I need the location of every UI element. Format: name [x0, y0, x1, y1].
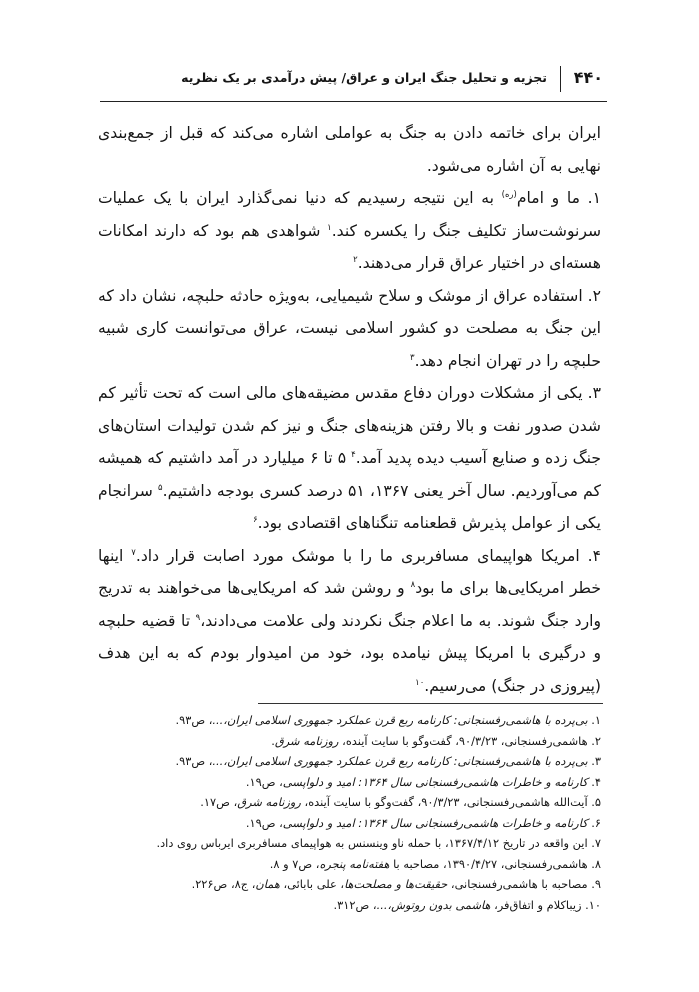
footnote-text: هاشمی‌رفسنجانی، ۱۳۹۰/۴/۲۷، مصاحبه با [389, 856, 588, 871]
footnote-ref[interactable]: ۷ [131, 547, 136, 558]
footnote-number: ۴. [587, 774, 601, 789]
footnote-number: ۱. [587, 713, 601, 727]
footnote-item [98, 751, 601, 772]
paragraph-text: ۲. استفاده عراق از موشک و سلاح شیمیایی، به‌ویژه حادثه حلبچه، نشان داد که این جنگ به مصلحت دو کشور اسلامی نیست، عراق می‌توانست کاری شبیه حلبچه را در تهران انجام دهد. [98, 286, 601, 370]
paragraph-text: به این نتیجه رسیدیم که دنیا نمی‌گذارد ایران با یک عملیات سرنوشت‌ساز تکلیف جنگ را یکسره کند. [98, 189, 602, 240]
paragraph-3 [98, 377, 601, 540]
paragraph-text: ایران برای خاتمه دادن به جنگ به عواملی اشاره می‌کند که قبل از جمع‌بندی نهایی به آن اشاره می‌شود. [98, 124, 601, 175]
header-divider [560, 66, 561, 92]
footnote-number: ۷. [587, 836, 601, 850]
paragraph-intro [98, 117, 601, 182]
footnote-item [98, 895, 601, 916]
footnote-ref[interactable]: ۹ [195, 612, 201, 623]
source-title: همان [255, 877, 280, 891]
footnote-text: ، ج۸، ص۲۲۶. [191, 877, 256, 891]
footnote-text: ، ص۹۳. [175, 754, 213, 768]
paragraph-text: سرانجام یکی از عوامل پذیرش قطعنامه تنگناهای اقتصادی بود. [98, 481, 601, 532]
footnote-ref[interactable]: ۲ [353, 254, 358, 265]
footnote-item [98, 833, 601, 854]
main-text [98, 117, 601, 702]
footnote-item [98, 813, 601, 834]
paragraph-text: ۴. امریکا هواپیمای مسافربری ما را با موشک مورد اصابت قرار داد. [135, 546, 601, 565]
header-rule [100, 101, 607, 102]
footnote-number: ۸. [587, 856, 601, 871]
paragraph-text: ۳. یکی از مشکلات دوران دفاع مقدس مضیقه‌های مالی است که تحت تأثیر کم شدن صدور نفت و بالا رفتن هزینه‌های جنگ و نیز کم شدن تولیدات استان‌های جنگ زده و صنایع آسیب دیده پدید آمد. [98, 384, 601, 467]
source-title: روزنامه شرق [237, 795, 301, 809]
footnote-number: ۲. [587, 733, 601, 748]
paragraph-4 [98, 540, 601, 703]
footnote-text: ، ص۱۹. [245, 774, 283, 789]
page-number: ۴۴۰ [573, 68, 603, 87]
footnotes [98, 710, 601, 915]
paragraph-text: تا قضیه حلبچه و درگیری با امریکا پیش نیامده بود، خود من امیدوار بودم که به این هدف (پیروزی در جنگ) می‌رسیم. [98, 611, 601, 695]
footnote-item [98, 710, 601, 731]
footnote-text: ، ص۹۳. [175, 713, 213, 727]
footnote-ref[interactable]: ۱۰ [415, 677, 425, 688]
footnote-ref[interactable]: ۴ [351, 449, 356, 460]
footnote-text: زیباکلام و اتفاق‌فر، [490, 897, 582, 912]
footnote-number: ۵. [587, 795, 601, 809]
honorific-mark: (ره) [501, 189, 517, 200]
footnote-text: آیت‌الله هاشمی‌رفسنجانی، ۹۰/۳/۲۳، گفت‌وگو با سایت آینده، [300, 795, 588, 809]
footnote-item [98, 772, 601, 793]
footnote-item [98, 731, 601, 752]
footnote-text: ، ص۳۱۲. [333, 897, 377, 912]
footnote-separator [258, 703, 603, 704]
footnote-ref[interactable]: ۸ [410, 579, 416, 590]
footnote-number: ۹. [587, 877, 601, 891]
paragraph-text: ۱. ما و امام [516, 189, 602, 207]
footnote-text: . [271, 733, 275, 748]
source-title: بی‌پرده با هاشمی‌رفسنجانی: کارنامه ربع قرن عملکرد جمهوری اسلامی ایران،... [212, 754, 588, 768]
footnote-text: ، ص۷ و ۸. [269, 856, 320, 871]
source-title: روزنامه شرق [274, 733, 339, 748]
footnote-text: ، ص۱۹. [245, 815, 283, 830]
paragraph-1 [98, 182, 601, 280]
footnote-ref[interactable]: ۳ [409, 352, 415, 363]
source-title: بی‌پرده با هاشمی‌رفسنجانی: کارنامه ربع قرن عملکرد جمهوری اسلامی ایران،... [212, 713, 588, 727]
source-title: حقیقت‌ها و مصلحت‌ها [344, 877, 448, 891]
footnote-item [98, 874, 601, 895]
footnote-item [98, 854, 601, 875]
footnote-text: هاشمی‌رفسنجانی، ۹۰/۳/۲۳، گفت‌وگو با سایت آینده، [338, 733, 588, 748]
running-title: تجزیه و تحلیل جنگ ایران و عراق/ پیش درآمدی بر یک نظریه [181, 70, 547, 85]
paragraph-text: اینها خطر امریکایی‌ها برای ما بود [98, 546, 601, 597]
source-title: هفته‌نامه پنجره [319, 856, 390, 871]
footnote-ref[interactable]: ۱ [327, 222, 332, 233]
footnote-item [98, 792, 601, 813]
footnote-text: مصاحبه با هاشمی‌رفسنجانی، [447, 877, 588, 891]
footnote-text: این واقعه در تاریخ ۱۳۶۷/۴/۱۲، با حمله ناو وینسنس به هواپیمای مسافربری ایرباس روی داد. [156, 836, 588, 850]
footnote-ref[interactable]: ۶ [253, 514, 258, 525]
running-header [100, 60, 603, 94]
footnote-text: ، علی بابائی، [279, 877, 345, 891]
paragraph-text: ۵ تا ۶ میلیارد در آمد داشتیم که همیشه کم می‌آوردیم. سال آخر یعنی ۱۳۶۷، ۵۱ درصد کسری بودجه داشتیم. [98, 449, 601, 500]
footnote-text: ، ص۱۷. [200, 795, 238, 809]
footnote-number: ۱۰. [581, 897, 601, 912]
footnote-ref[interactable]: ۵ [158, 482, 163, 493]
source-title: کارنامه و خاطرات هاشمی‌رفسنجانی سال ۱۳۶۴: امید و دلواپسی [282, 774, 588, 789]
source-title: هاشمی بدون روتوش،... [376, 897, 491, 912]
source-title: کارنامه و خاطرات هاشمی‌رفسنجانی سال ۱۳۶۴: امید و دلواپسی [282, 815, 588, 830]
paragraph-2 [98, 280, 601, 378]
footnote-number: ۳. [587, 754, 601, 768]
paragraph-text: شواهدی هم بود که دارند امکانات هسته‌ای در اختیار عراق قرار می‌دهند. [98, 221, 601, 272]
footnote-number: ۶. [587, 815, 601, 830]
paragraph-text: و روشن شد که امریکایی‌ها می‌خواهند به تدریج وارد جنگ شوند. به ما اعلام جنگ نکردند ولی علامت می‌دادند، [98, 579, 601, 630]
